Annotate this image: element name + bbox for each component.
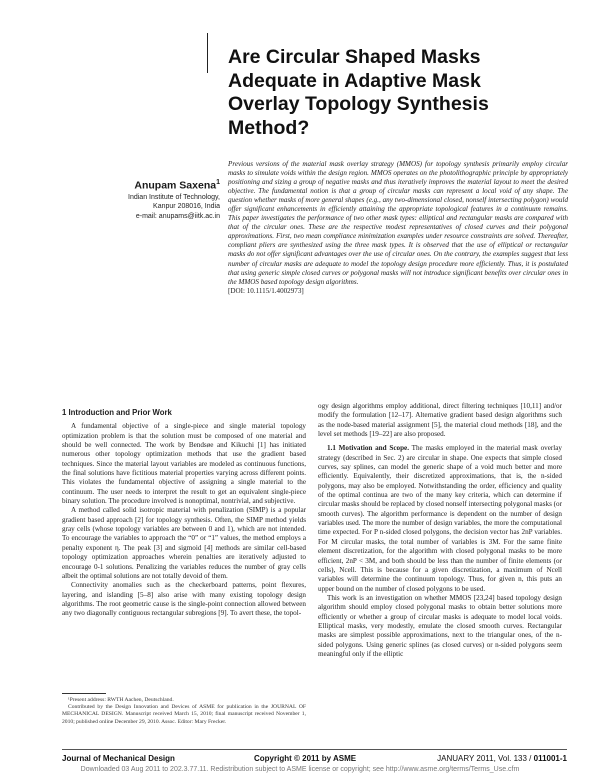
section-heading: 1 Introduction and Prior Work	[62, 408, 172, 417]
journal-name: Journal of Mechanical Design	[62, 754, 175, 763]
page-number: 011001-1	[533, 754, 567, 763]
paragraph: ogy design algorithms employ additional, direct filtering techniques [10,11] and/or modify the formulation [12–17]. Alternative gradient based design algorithms such as the node-based material assignment [5], the material cloud methods [18], and the level set methods [19–22] are also proposed.	[318, 402, 562, 439]
doi: [DOI: 10.1115/1.4002973]	[228, 286, 304, 295]
right-column	[318, 402, 562, 659]
article-title: Are Circular Shaped Masks Adequate in Adaptive Mask Overlay Topology Synthesis Method?	[228, 46, 489, 139]
author-institution: Indian Institute of Technology,	[128, 193, 220, 201]
issue-info: JANUARY 2011, Vol. 133 / 011001-1	[437, 754, 567, 763]
paragraph: A fundamental objective of a single-piece and single material topology optimization problem is that the solution must be composed of one material and should be well connected. The work by Bendsøe and Kikuchi [1] has initiated numerous other topology optimization methods that use the gradient based techniques. Since the material layout variables are modeled as continuous functions, the final solutions have fictitious material properties varying across different points. This violates the fundamental objective of assigning a single material to the continuum. The user needs to interpret the result to get an equivalent single-piece binary solution. The procedure involved is nonoptimal, nontrivial, and subjective.	[62, 422, 306, 506]
author-address: Kanpur 208016, India	[153, 203, 220, 210]
download-notice: Downloaded 03 Aug 2011 to 202.3.77.11. Redistribution subject to ASME license or copyright; see http://www.asme.org/terms/Terms_Use.cfm	[80, 766, 520, 773]
paragraph	[318, 444, 562, 594]
paragraph: Connectivity anomalies such as the checkerboard patterns, point flexures, layering, and islanding [5–8] also arise with many existing topology design algorithms. The root geometric cause is the single-point connection allowed between any two diagonally contiguous rectangular subregions [9]. To avert these, the topol-	[62, 581, 306, 618]
footnote-divider	[62, 693, 106, 694]
author-block	[90, 176, 220, 221]
abstract	[228, 160, 568, 296]
abstract-text: Previous versions of the material mask overlay strategy (MMOS) for topology synthesis primarily employ circular masks to simulate voids within the design region. MMOS operates on the photolithographic principle by appropriately positioning and sizing a group of negative masks and thus iteratively improves the material layout to meet the desired objective. The fundamental notion is that a group of circular masks can represent a local void of any shape. The question whether masks of more general shapes (e.g., any two-dimensional closed, nonself intersecting polygon) would offer significant enhancements in efficiently attaining the appropriate topological features in a continuum remains. This paper investigates the performance of two other mask types: elliptical and rectangular masks are compared with that of the circular ones. These are the respective modest representatives of closed curves and their polygonal approximations. First, two mean compliance minimization examples under resource constraints are solved. Thereafter, compliant pliers are synthesized using the three mask types. It is observed that the use of elliptical or rectangular masks do not offer significant advantages over the use of circular ones. On the contrary, the examples suggest that less number of circular masks are adequate to model the topology design procedure more efficiently. Thus, it is postulated that using generic simple closed curves or polygonal masks will not introduce significant benefits over circular ones in the MMOS based topology design algorithms.	[228, 160, 568, 286]
footer-divider	[62, 749, 567, 750]
author-email: e-mail: anupams@iitk.ac.in	[135, 212, 220, 220]
footnote: Contributed by the Design Innovation and Devices of ASME for publication in the JOURNAL OF MECHANICAL DESIGN. Manuscript received March 15, 2010; final manuscript received November 1, 2010; published online December 29, 2010. Assoc. Editor: Mary Frecker.	[62, 704, 306, 725]
paragraph: This work is an investigation on whether MMOS [23,24] based topology design algorithm should employ closed polygonal masks to obtain better solutions more efficiently or whether a group of circular masks is adequate to model local voids. Elliptical masks, very modestly, emulate the closed smooth curves. Rectangular masks are simplest possible approximations, next to the triangular ones, of the n-sided polygons. Using generic splines (as closed curves) or n-sided polygons seem meaningful only if the elliptic	[318, 593, 562, 658]
footnotes	[62, 697, 306, 726]
author-name: Anupam Saxena$^1$	[134, 179, 220, 192]
copyright: Copyright © 2011 by ASME	[254, 754, 357, 763]
footnote: ¹Present address: RWTH Aachen, Deutschland.	[68, 697, 174, 703]
paragraph-text: The masks employed in the material mask overlay strategy (described in Sec. 2) are circular in shape. One expects that simple closed curves, say splines, can model the generic shape of a void much better and more efficiently. Equivalently, their discretized approximations, that is, the n-sided polygons, may also be employed. Notwithstanding the order, efficiency and quality of the optimal continua are two of the many key criteria, which can determine if circular masks should be replaced by closed nonself intersecting polygonal masks (or smooth curves). The algorithm performance is dependent on the number of design variables used. The more the number of design variables, the more the computational time expected. For P n-sided closed polygons, the decision vector has 2nP variables. For M circular masks, the total number of variables is 3M. For the same finite element discretization, for the algorithm with closed polygonal masks to be more efficient, 2nP < 3M, and both should be less than the number of finite elements (or cells), Ncell. This is because for a given discretization, a maximum of Ncell variables will determine the continuum topology. Thus, for given n, this puts an upper bound on the number of closed polygons to be used.	[318, 444, 563, 593]
subsection-heading: 1.1 Motivation and Scope.	[327, 444, 409, 453]
title-accent-rule	[207, 33, 208, 73]
paragraph: A method called solid isotropic material with penalization (SIMP) is a popular gradient based approach [2] for topology synthesis. Often, the SIMP method yields gray cells (whose topology variables are between 0 and 1), which are not intended. To encourage the variables to approach the “0” or “1” values, the method employs a penalty exponent η. The peak [3] and sigmoid [4] methods are similar cell-based topology optimization approaches wherein penalties are iteratively adjusted to encourage 0-1 solutions. Penalizing the variables reduces the number of gray cells albeit the optimal solutions are not totally devoid of them.	[62, 506, 306, 580]
left-column	[62, 408, 306, 619]
